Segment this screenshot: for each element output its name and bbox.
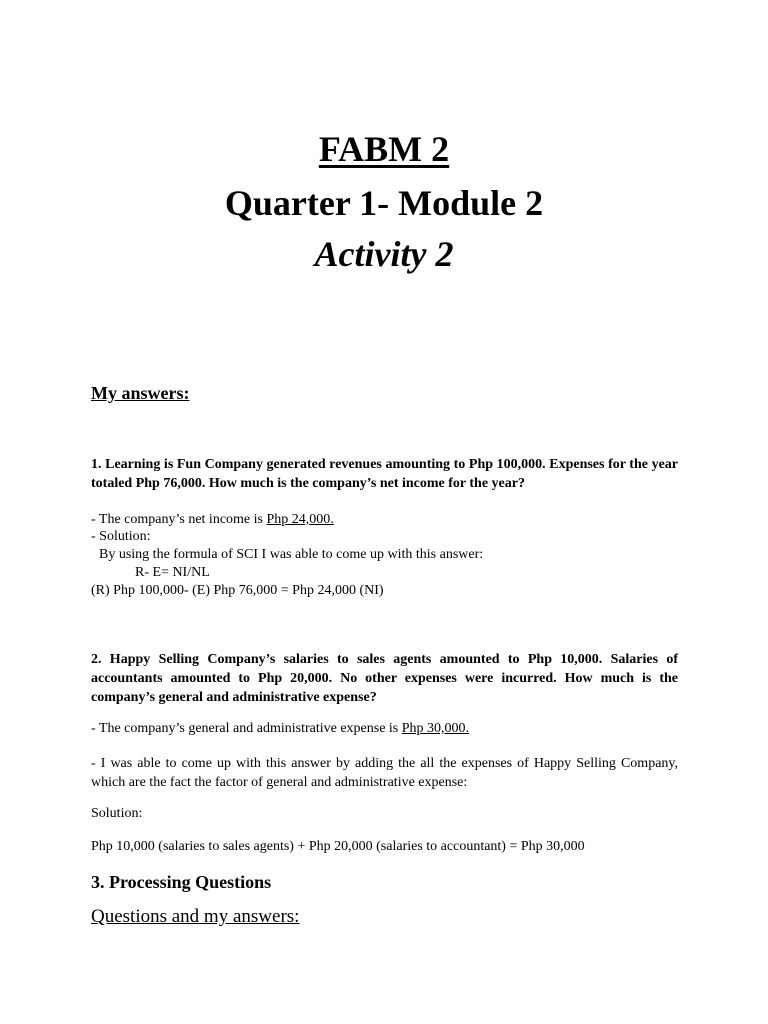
q2-computation: Php 10,000 (salaries to sales agents) + Php 20,000 (salaries to accountant) = Php 30,000 [91, 839, 585, 854]
q2-answer-value: Php 30,000. [401, 721, 470, 736]
module-title: Quarter 1- Module 2 [224, 183, 544, 223]
q2-explanation: - I was able to come up with this answer by adding the all the expenses of Happy Selling Company, which are the fact the factor of general and administrative expense: [91, 756, 678, 790]
activity-title: Activity 2 [314, 234, 454, 274]
q1-answer [91, 511, 334, 529]
q1-solution-label: - Solution: [91, 529, 151, 544]
q1-solution-text: By using the formula of SCI I was able to come up with this answer: [99, 547, 484, 562]
question-2: 2. Happy Selling Company’s salaries to sales agents amounted to Php 10,000. Salaries of accountants amounted to Php 20,000. No other expenses were incurred. How much is the company’s general and administrative expense? [91, 652, 678, 705]
q2-answer-prefix: - The company’s general and administrative expense is [91, 721, 402, 736]
q1-computation: (R) Php 100,000- (E) Php 76,000 = Php 24,000 (NI) [91, 583, 384, 598]
question-1: 1. Learning is Fun Company generated revenues amounting to Php 100,000. Expenses for the year totaled Php 76,000. How much is the company’s net income for the year? [91, 457, 678, 491]
q1-answer-value: Php 24,000. [266, 512, 334, 527]
q2-answer [91, 720, 469, 738]
q2-solution-label: Solution: [91, 806, 143, 821]
q1-answer-prefix: - The company’s net income is [91, 512, 267, 527]
section-3-subheading: Questions and my answers: [91, 906, 300, 927]
section-3-heading: 3. Processing Questions [91, 872, 272, 892]
page-title: FABM 2 [318, 129, 450, 169]
q1-formula: R- E= NI/NL [135, 565, 210, 580]
answers-heading: My answers: [91, 383, 190, 403]
